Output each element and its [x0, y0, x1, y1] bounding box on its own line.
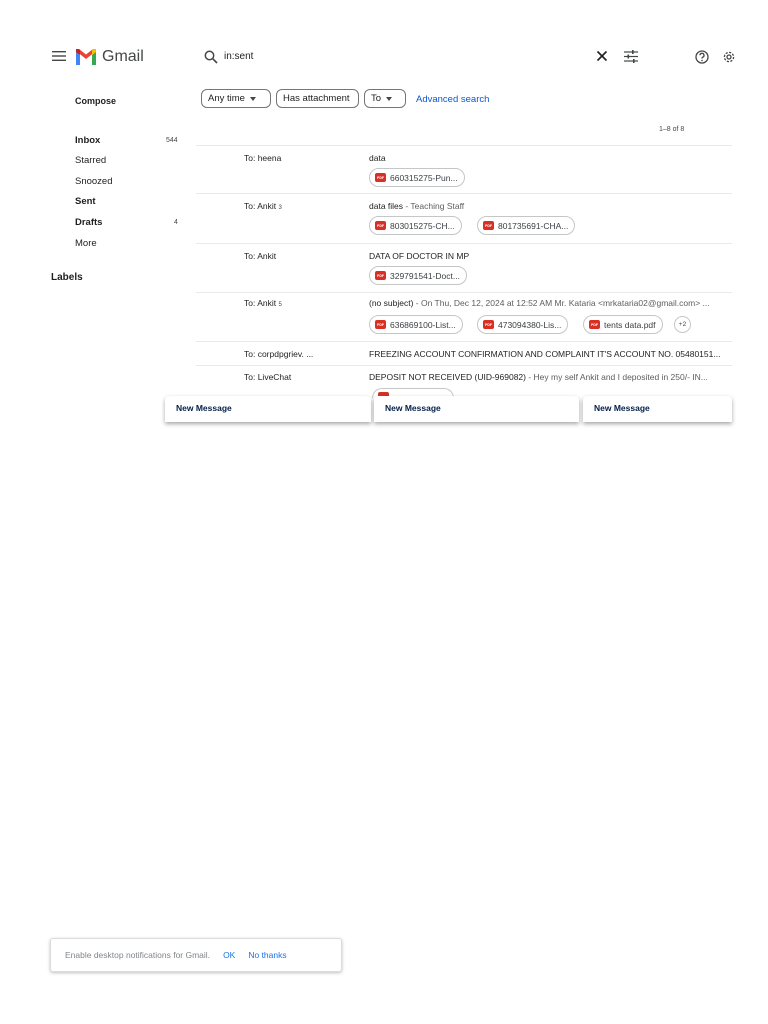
inbox-unread-count: 544 [166, 137, 178, 144]
has-attachment-filter[interactable] [276, 89, 359, 108]
sidebar-item-starred[interactable]: Starred [75, 155, 107, 166]
sidebar-item-sent[interactable]: Sent [75, 196, 96, 207]
pdf-icon: PDF [375, 221, 386, 230]
row-divider [196, 292, 732, 293]
sidebar-item-more[interactable]: More [75, 238, 97, 249]
attachment-chip[interactable]: PDF 660315275-Pun... [369, 168, 465, 187]
search-options-icon[interactable] [624, 50, 638, 63]
any-time-filter[interactable] [201, 89, 271, 108]
email-recipient[interactable]: To: Ankit 3 [244, 201, 282, 211]
email-subject[interactable]: DATA OF DOCTOR IN MP [369, 251, 470, 261]
gmail-logo-icon[interactable] [76, 49, 96, 65]
row-divider [196, 243, 732, 244]
search-input[interactable]: in:sent [224, 51, 254, 62]
gmail-wordmark[interactable]: Gmail [102, 48, 144, 65]
settings-gear-icon[interactable] [722, 50, 736, 64]
compose-window-1[interactable]: New Message [165, 396, 371, 422]
sidebar-item-inbox[interactable]: Inbox [75, 135, 101, 146]
row-divider [196, 341, 732, 342]
pdf-icon: PDF [483, 221, 494, 230]
more-attachments-chip[interactable]: +2 [674, 316, 691, 333]
email-recipient[interactable]: To: corpdpgriev. ... [244, 349, 314, 359]
row-divider [196, 365, 732, 366]
has-attachment-label: Has attachment [283, 93, 350, 104]
email-subject[interactable]: FREEZING ACCOUNT CONFIRMATION AND COMPLAINT IT'S ACCOUNT NO. 05480151... [369, 349, 721, 359]
main-menu-icon[interactable] [52, 50, 66, 62]
email-subject[interactable]: data files - Teaching Staff [369, 201, 465, 211]
attachment-chip[interactable]: PDF 803015275-CH... [369, 216, 462, 235]
email-subject[interactable]: (no subject) - On Thu, Dec 12, 2024 at 12:52 AM Mr. Kataria <mrkataria02@gmail.com> ... [369, 298, 710, 308]
chevron-down-icon [250, 97, 256, 101]
email-recipient[interactable]: To: LiveChat [244, 372, 292, 382]
help-icon[interactable] [695, 50, 709, 64]
attachment-chip[interactable]: PDF 329791541-Doct... [369, 266, 467, 285]
drafts-count: 4 [174, 219, 178, 226]
pdf-icon: PDF [375, 320, 386, 329]
notification-text: Enable desktop notifications for Gmail. [65, 950, 211, 960]
pdf-icon: PDF [375, 173, 386, 182]
sidebar-item-drafts[interactable]: Drafts [75, 217, 103, 228]
attachment-chip[interactable]: PDF 636869100-List... [369, 315, 463, 334]
row-divider [196, 145, 732, 146]
attachment-chip[interactable]: PDF 473094380-Lis... [477, 315, 568, 334]
desktop-notification-prompt [50, 938, 342, 972]
ok-button[interactable]: OK [223, 950, 236, 960]
to-filter[interactable] [364, 89, 406, 108]
email-recipient[interactable]: To: heena [244, 153, 282, 163]
pdf-icon: PDF [589, 320, 600, 329]
clear-search-icon[interactable] [596, 50, 608, 62]
chevron-down-icon [386, 97, 392, 101]
pdf-icon: PDF [483, 320, 494, 329]
email-subject[interactable]: data [369, 153, 386, 163]
compose-window-3[interactable]: New Message [583, 396, 732, 422]
pagination-count: 1–8 of 8 [659, 126, 685, 133]
search-icon[interactable] [204, 50, 218, 64]
row-divider [196, 193, 732, 194]
compose-button[interactable]: Compose [75, 96, 117, 106]
to-filter-label: To [371, 93, 382, 104]
email-recipient[interactable]: To: Ankit [244, 251, 277, 261]
attachment-chip[interactable]: PDF 801735691-CHA... [477, 216, 575, 235]
sidebar-item-snoozed[interactable]: Snoozed [75, 176, 113, 187]
any-time-label: Any time [208, 93, 245, 104]
email-subject[interactable]: DEPOSIT NOT RECEIVED (UID-969082) - Hey my self Ankit and I deposited in 250/- IN... [369, 372, 708, 382]
advanced-search-link[interactable]: Advanced search [416, 94, 490, 105]
compose-window-2[interactable]: New Message [374, 396, 579, 422]
labels-heading: Labels [51, 272, 83, 283]
email-recipient[interactable]: To: Ankit 5 [244, 298, 282, 308]
attachment-chip[interactable]: PDF tents data.pdf [583, 315, 663, 334]
no-thanks-button[interactable]: No thanks [248, 950, 287, 960]
pdf-icon: PDF [375, 271, 386, 280]
